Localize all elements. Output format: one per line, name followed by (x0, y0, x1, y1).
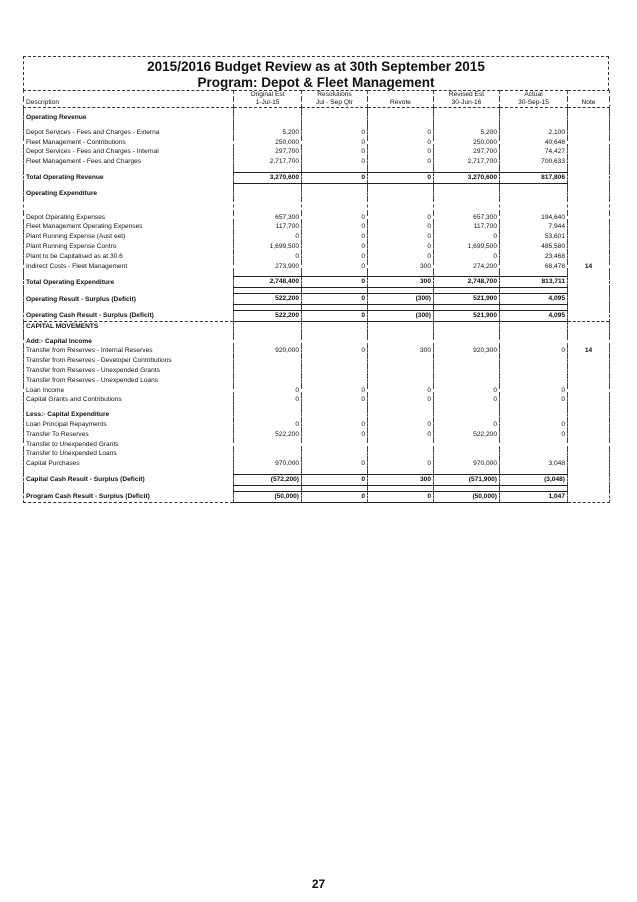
cell-original: 2,748,400 (234, 277, 302, 288)
total-description: Total Operating Expenditure (24, 277, 234, 288)
cell-revised: (571,900) (434, 474, 500, 485)
cell-resolutions: 0 (302, 430, 368, 440)
cell-note (568, 420, 610, 430)
cell-original: 522,200 (234, 310, 302, 321)
cell-original (234, 356, 302, 366)
cell-resolutions: 0 (302, 459, 368, 469)
cell-resolutions: 0 (302, 128, 368, 138)
cell-original: (572,200) (234, 474, 302, 485)
cell-revised: (50,000) (434, 491, 500, 502)
table-row (24, 440, 610, 450)
table-row (24, 262, 610, 272)
cell-actual: (3,048) (500, 474, 568, 485)
cell-resolutions: 0 (302, 242, 368, 252)
cell-original: 970,000 (234, 459, 302, 469)
cell-original: 1,699,500 (234, 242, 302, 252)
row-description: Fleet Management - Contributions (24, 138, 234, 148)
header-row-top (24, 91, 610, 100)
col-header-revised-top: Revised Est (434, 91, 500, 100)
cell-note (568, 366, 610, 376)
cell-note (568, 172, 610, 183)
cell-note (568, 242, 610, 252)
cell-resolutions: 0 (302, 491, 368, 502)
cell-revote: (300) (368, 294, 434, 305)
cell-resolutions (302, 366, 368, 376)
row-description: Loan Income (24, 386, 234, 396)
cell-note (568, 395, 610, 405)
cell-revised: 0 (434, 395, 500, 405)
cell-resolutions (302, 449, 368, 459)
cell-note (568, 128, 610, 138)
cell-revised: 297,700 (434, 147, 500, 157)
cell-original (234, 376, 302, 386)
section-heading (24, 321, 610, 331)
total-row (24, 294, 610, 305)
col-header-actual-top: Actual (500, 91, 568, 100)
cell-revised: 2,717,700 (434, 157, 500, 167)
cell-revote: 0 (368, 222, 434, 232)
cell-original: 522,200 (234, 294, 302, 305)
cell-actual: 485,580 (500, 242, 568, 252)
cell-original: 250,000 (234, 138, 302, 148)
section-heading (24, 337, 610, 347)
table-row (24, 459, 610, 469)
table-row (24, 242, 610, 252)
cell-revote: 0 (368, 138, 434, 148)
cell-revote: 300 (368, 277, 434, 288)
cell-revote: 0 (368, 420, 434, 430)
budget-table (23, 90, 610, 503)
table-row (24, 395, 610, 405)
cell-original: 920,000 (234, 346, 302, 356)
cell-resolutions: 0 (302, 346, 368, 356)
cell-revised (434, 366, 500, 376)
section-heading (24, 410, 610, 420)
report-title: 2015/2016 Budget Review as at 30th September 2015 (147, 59, 485, 74)
cell-revised: 657,300 (434, 213, 500, 223)
section-capital-movements: CAPITAL MOVEMENTS (24, 321, 234, 331)
cell-note (568, 138, 610, 148)
cell-resolutions (302, 356, 368, 366)
total-description: Capital Cash Result - Surplus (Deficit) (24, 474, 234, 485)
row-description: Indirect Costs - Fleet Management (24, 262, 234, 272)
cell-revote (368, 356, 434, 366)
cell-actual: 68,478 (500, 262, 568, 272)
cell-note (568, 222, 610, 232)
cell-revote: 0 (368, 172, 434, 183)
cell-actual (500, 449, 568, 459)
cell-actual: 40,646 (500, 138, 568, 148)
cell-actual: 1,047 (500, 491, 568, 502)
cell-note (568, 491, 610, 502)
col-header-actual-date: 30-Sep-15 (500, 99, 568, 108)
cell-original: 522,200 (234, 430, 302, 440)
cell-original: 117,700 (234, 222, 302, 232)
program-title: Program: Depot & Fleet Management (197, 75, 435, 90)
cell-original: 0 (234, 252, 302, 262)
cell-resolutions: 0 (302, 138, 368, 148)
cell-original (234, 366, 302, 376)
cell-revised (434, 449, 500, 459)
cell-note (568, 459, 610, 469)
table-row (24, 147, 610, 157)
cell-resolutions: 0 (302, 213, 368, 223)
row-description: Depot Services - Fees and Charges - Internal (24, 147, 234, 157)
cell-revote (368, 366, 434, 376)
cell-resolutions: 0 (302, 294, 368, 305)
cell-revised: 2,748,700 (434, 277, 500, 288)
cell-revised: 0 (434, 386, 500, 396)
table-row (24, 252, 610, 262)
cell-original (234, 449, 302, 459)
total-description: Total Operating Revenue (24, 172, 234, 183)
cell-revised: 0 (434, 232, 500, 242)
cell-revised: 0 (434, 252, 500, 262)
cell-revote: 0 (368, 386, 434, 396)
cell-actual: 53,601 (500, 232, 568, 242)
table-row (24, 346, 610, 356)
cell-revised: 522,200 (434, 430, 500, 440)
cell-note (568, 376, 610, 386)
total-row (24, 277, 610, 288)
table-row (24, 420, 610, 430)
section-operating-revenue: Operating Revenue (24, 113, 234, 123)
cell-original: 0 (234, 420, 302, 430)
cell-resolutions: 0 (302, 277, 368, 288)
cell-revote: 0 (368, 232, 434, 242)
cell-original: (50,000) (234, 491, 302, 502)
row-description: Transfer from Reserves - Unexpended Grants (24, 366, 234, 376)
cell-revised: 0 (434, 420, 500, 430)
row-description: Depot Operating Expenses (24, 213, 234, 223)
col-header-resolutions-period: Jul - Sep Qtr (302, 99, 368, 108)
cell-revote: 0 (368, 147, 434, 157)
cell-revote: 300 (368, 474, 434, 485)
cell-actual: 0 (500, 386, 568, 396)
cell-revote: 0 (368, 491, 434, 502)
cell-resolutions: 0 (302, 252, 368, 262)
cell-note (568, 157, 610, 167)
total-description: Operating Result - Surplus (Deficit) (24, 294, 234, 305)
row-description: Transfer To Reserves (24, 430, 234, 440)
cell-revote (368, 449, 434, 459)
page-number: 27 (311, 877, 326, 891)
row-description: Transfer to Unexpended Loans (24, 449, 234, 459)
cell-actual: 0 (500, 420, 568, 430)
cell-resolutions: 0 (302, 420, 368, 430)
cell-note (568, 232, 610, 242)
cell-revised: 117,700 (434, 222, 500, 232)
row-description: Capital Grants and Contributions (24, 395, 234, 405)
table-row (24, 386, 610, 396)
col-header-description: Description (24, 99, 234, 108)
cell-revised: 920,300 (434, 346, 500, 356)
cell-note (568, 386, 610, 396)
cell-actual: 4,095 (500, 310, 568, 321)
col-header-revote: Revote (368, 99, 434, 108)
section-operating-expenditure: Operating Expenditure (24, 189, 234, 199)
cell-actual: 2,100 (500, 128, 568, 138)
cell-note: 14 (568, 262, 610, 272)
table-row (24, 232, 610, 242)
table-row (24, 157, 610, 167)
cell-revised (434, 376, 500, 386)
cell-original: 0 (234, 232, 302, 242)
cell-resolutions: 0 (302, 474, 368, 485)
cell-revote: 300 (368, 346, 434, 356)
cell-revised: 970,000 (434, 459, 500, 469)
row-description: Plant Running Expense (Aust eet) (24, 232, 234, 242)
cell-note (568, 294, 610, 305)
cell-revote: 0 (368, 242, 434, 252)
cell-note: 14 (568, 346, 610, 356)
cell-resolutions: 0 (302, 222, 368, 232)
cell-actual: 194,640 (500, 213, 568, 223)
cell-resolutions: 0 (302, 310, 368, 321)
table-row (24, 213, 610, 223)
cell-actual: 813,711 (500, 277, 568, 288)
cell-actual: 74,427 (500, 147, 568, 157)
report-title-block (23, 56, 609, 91)
cell-actual (500, 366, 568, 376)
cell-revote: 0 (368, 213, 434, 223)
cell-revised: 3,270,600 (434, 172, 500, 183)
cell-resolutions: 0 (302, 395, 368, 405)
row-description: Transfer from Reserves - Internal Reserves (24, 346, 234, 356)
cell-revised: 274,200 (434, 262, 500, 272)
cell-revote: (300) (368, 310, 434, 321)
cell-actual: 0 (500, 430, 568, 440)
row-description: Loan Principal Repayments (24, 420, 234, 430)
row-description: Transfer from Reserves - Developer Contributions (24, 356, 234, 366)
cell-resolutions: 0 (302, 386, 368, 396)
cell-original: 0 (234, 386, 302, 396)
col-header-revised-date: 30-Jun-16 (434, 99, 500, 108)
cell-original: 273,900 (234, 262, 302, 272)
cell-revote: 0 (368, 395, 434, 405)
cell-actual: 4,095 (500, 294, 568, 305)
cell-revote: 0 (368, 430, 434, 440)
cell-actual (500, 356, 568, 366)
row-description: Plant Running Expense Contro (24, 242, 234, 252)
cell-note (568, 449, 610, 459)
cell-revised: 5,200 (434, 128, 500, 138)
cell-resolutions: 0 (302, 262, 368, 272)
table-row (24, 128, 610, 138)
cell-actual: 0 (500, 395, 568, 405)
cell-note (568, 252, 610, 262)
section-capital-income: Add:- Capital Income (24, 337, 234, 347)
cell-resolutions: 0 (302, 172, 368, 183)
col-header-revote-top (368, 91, 434, 100)
row-description: Transfer from Reserves - Unexpended Loans (24, 376, 234, 386)
total-description: Program Cash Result - Surplus (Deficit) (24, 491, 234, 502)
total-row (24, 491, 610, 502)
cell-revised (434, 440, 500, 450)
cell-original: 0 (234, 395, 302, 405)
table-row (24, 222, 610, 232)
total-row (24, 172, 610, 183)
cell-actual: 700,633 (500, 157, 568, 167)
col-header-original-top: Original Est (234, 91, 302, 100)
cell-original: 5,200 (234, 128, 302, 138)
row-description: Fleet Management - Fees and Charges (24, 157, 234, 167)
total-row (24, 474, 610, 485)
cell-actual: 23,468 (500, 252, 568, 262)
cell-resolutions (302, 376, 368, 386)
total-description: Operating Cash Result - Surplus (Deficit) (24, 310, 234, 321)
cell-revote (368, 376, 434, 386)
cell-note (568, 213, 610, 223)
cell-note (568, 147, 610, 157)
table-row (24, 356, 610, 366)
cell-revote: 0 (368, 157, 434, 167)
cell-actual (500, 376, 568, 386)
total-row (24, 310, 610, 321)
cell-revised: 250,000 (434, 138, 500, 148)
cell-note (568, 440, 610, 450)
cell-revised (434, 356, 500, 366)
cell-note (568, 277, 610, 288)
cell-original: 3,270,600 (234, 172, 302, 183)
row-description: Fleet Management Operating Expenses (24, 222, 234, 232)
row-description: Plant to be Capitalised as at 30.6 (24, 252, 234, 262)
table-row (24, 138, 610, 148)
cell-revote: 0 (368, 128, 434, 138)
cell-actual: 3,048 (500, 459, 568, 469)
table-row (24, 366, 610, 376)
cell-original (234, 440, 302, 450)
cell-revised: 521,900 (434, 294, 500, 305)
cell-original: 297,700 (234, 147, 302, 157)
section-capital-expenditure: Less:- Capital Expenditure (24, 410, 234, 420)
cell-revote: 0 (368, 459, 434, 469)
row-description: Transfer to Unexpended Grants (24, 440, 234, 450)
table-row (24, 449, 610, 459)
header-row-bottom (24, 99, 610, 108)
cell-revised: 1,699,500 (434, 242, 500, 252)
cell-note (568, 430, 610, 440)
cell-revised: 521,900 (434, 310, 500, 321)
cell-resolutions: 0 (302, 157, 368, 167)
cell-note (568, 356, 610, 366)
row-description: Capital Purchases (24, 459, 234, 469)
cell-revote: 300 (368, 262, 434, 272)
cell-original: 2,717,700 (234, 157, 302, 167)
cell-resolutions (302, 440, 368, 450)
cell-actual (500, 440, 568, 450)
cell-actual: 7,944 (500, 222, 568, 232)
cell-actual: 0 (500, 346, 568, 356)
table-row (24, 430, 610, 440)
cell-resolutions: 0 (302, 147, 368, 157)
cell-note (568, 310, 610, 321)
cell-revote (368, 440, 434, 450)
col-header-resolutions-top: Resolutions (302, 91, 368, 100)
section-heading (24, 189, 610, 199)
col-header-note: Note (568, 99, 610, 108)
cell-note (568, 474, 610, 485)
section-heading (24, 113, 610, 123)
table-row (24, 376, 610, 386)
cell-revote: 0 (368, 252, 434, 262)
col-header-original-date: 1-Jul-15 (234, 99, 302, 108)
cell-original: 657,300 (234, 213, 302, 223)
cell-actual: 817,806 (500, 172, 568, 183)
row-description: Depot Services - Fees and Charges - Externa (24, 128, 234, 138)
cell-resolutions: 0 (302, 232, 368, 242)
